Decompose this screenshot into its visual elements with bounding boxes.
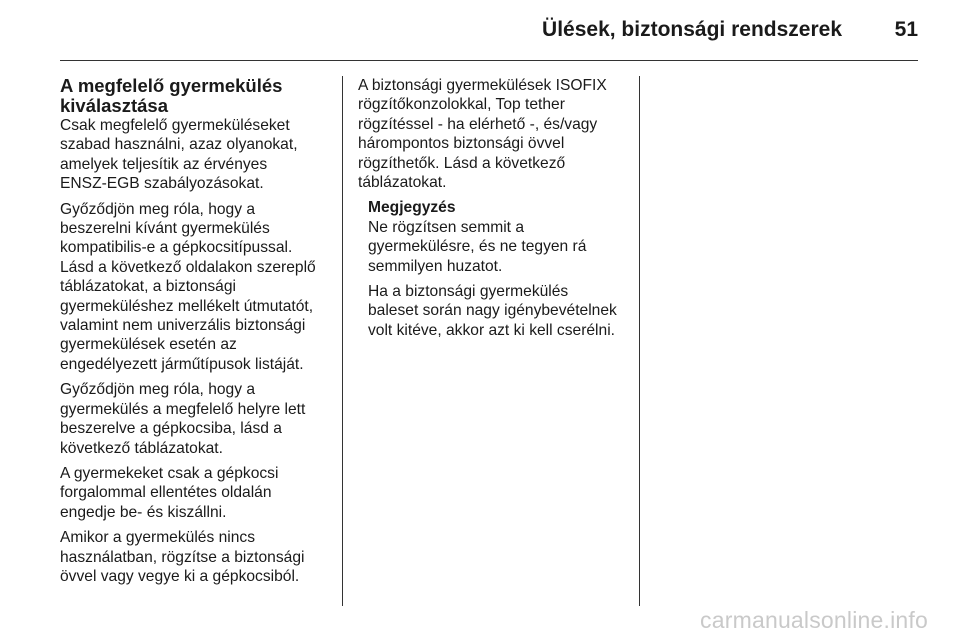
text-line: táblázatokat, a biztonsági <box>60 278 236 296</box>
text-line: beszerelni kívánt gyermekülés <box>60 220 270 238</box>
page-header <box>60 18 918 48</box>
text-line: Csak megfelelő gyermeküléseket <box>60 117 290 134</box>
text-line: volt kitéve, akkor azt ki kell cserélni. <box>368 321 615 339</box>
paragraph <box>60 116 340 194</box>
text-line: A gyermekeket csak a gépkocsi <box>60 464 279 482</box>
text-line: gyermekülésre, és ne tegyen rá <box>368 238 587 256</box>
section-heading <box>60 76 340 116</box>
heading-line: kiválasztása <box>60 95 169 116</box>
text-line: rögzíthetők. Lásd a következő <box>358 154 566 172</box>
text-line: A biztonsági gyermekülések ISOFIX <box>358 77 607 94</box>
text-line: Győződjön meg róla, hogy a <box>60 381 256 399</box>
text-line: baleset során nagy igénybevételnek <box>368 302 617 320</box>
text-line: szabad használni, azaz olyanokat, <box>60 136 298 154</box>
text-line: valamint nem univerzális biztonsági <box>60 317 306 335</box>
text-line: hárompontos biztonsági övvel <box>358 135 565 153</box>
text-line: forgalommal ellentétes oldalán <box>60 484 272 502</box>
text-line: Ha a biztonsági gyermekülés <box>368 283 569 301</box>
right-column <box>358 76 630 346</box>
paragraph <box>60 200 340 375</box>
heading-line: A megfelelő gyermekülés <box>60 75 283 96</box>
column-divider <box>639 76 640 606</box>
page-number: 51 <box>894 18 918 41</box>
text-line: rögzítőkonzolokkal, Top tether <box>358 96 565 114</box>
left-column <box>60 76 340 592</box>
paragraph <box>60 528 340 586</box>
text-line: Lásd a következő oldalakon szereplő <box>60 258 316 276</box>
note-box <box>368 198 630 340</box>
note <box>368 198 630 276</box>
page-title: Ülések, biztonsági rendszerek <box>542 18 842 41</box>
paragraph <box>60 380 340 458</box>
text-line: Ne rögzítsen semmit a <box>368 218 524 236</box>
text-line: övvel vagy vegye ki a gépkocsiból. <box>60 567 300 585</box>
paragraph <box>60 464 340 522</box>
text-line: Győződjön meg róla, hogy a <box>60 200 256 218</box>
watermark: carmanualsonline.info <box>700 607 928 633</box>
text-line: engedje be- és kiszállni. <box>60 503 227 521</box>
text-line: beszerelve a gépkocsiba, lásd a <box>60 420 282 438</box>
note-title: Megjegyzés <box>368 199 456 217</box>
text-line: rögzítéssel - ha elérhető -, és/vagy <box>358 115 598 133</box>
text-line: amelyek teljesítik az érvényes <box>60 155 268 173</box>
paragraph <box>358 76 630 192</box>
text-line: használatban, rögzítse a biztonsági <box>60 548 305 566</box>
text-line: Amikor a gyermekülés nincs <box>60 529 255 547</box>
text-line: gyermeküléshez mellékelt útmutatót, <box>60 297 314 315</box>
text-line: gyermekülés a megfelelő helyre lett <box>60 400 306 418</box>
text-line: táblázatokat. <box>358 174 447 192</box>
text-line: semmilyen huzatot. <box>368 257 503 275</box>
text-line: engedélyezett járműtípusok listáját. <box>60 355 304 373</box>
text-line: következő táblázatokat. <box>60 439 223 457</box>
header-divider <box>60 60 918 61</box>
text-line: gyermekülések esetén az <box>60 336 237 354</box>
note-paragraph <box>368 282 630 340</box>
text-line: ENSZ-EGB szabályozásokat. <box>60 175 264 193</box>
column-divider <box>342 76 343 606</box>
text-line: kompatibilis-e a gépkocsitípussal. <box>60 239 293 257</box>
